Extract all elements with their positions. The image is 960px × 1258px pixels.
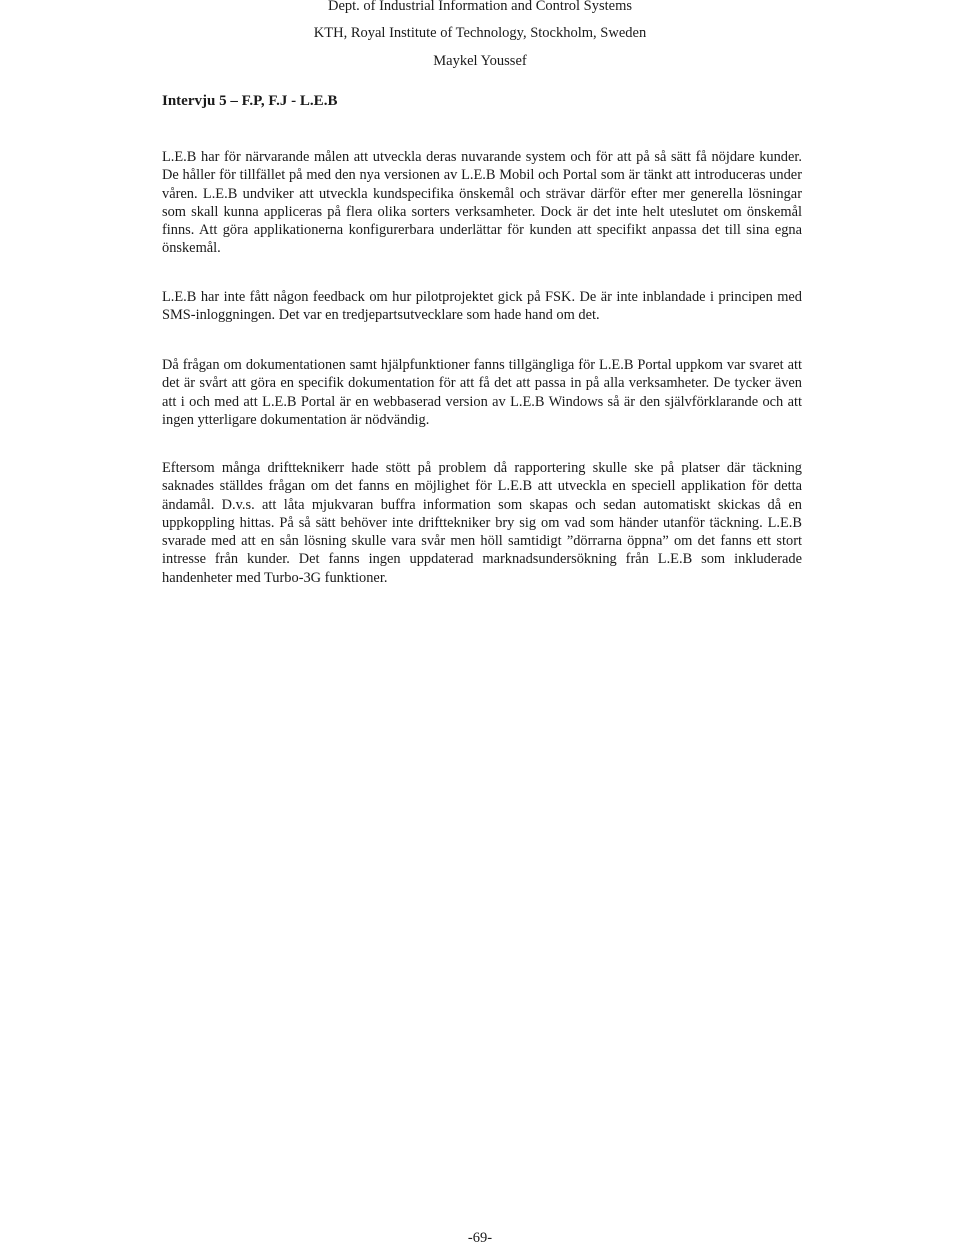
page-number: -69- <box>467 1230 493 1246</box>
paragraph-2: L.E.B har inte fått någon feedback om hur pilotprojektet gick på FSK. De är inte inblandade i principen med SMS-inloggningen. Det var en tredjepartsutvecklare som hade hand om det. <box>162 289 802 324</box>
paragraph-1: L.E.B har för närvarande målen att utveckla deras nuvarande system och för att på så sätt få nöjdare kunder. De håller för tillfället på med den nya versionen av L.E.B Mobil och Portal som är tänkt att introduceras under våren. L.E.B undviker att utveckla kundspecifika önskemål och strävar därför efter mer generella lösningar som skall kunna appliceras på flera olika sorters verksamheter. Dock är det inte helt uteslutet om önskemål finns. Att göra applikationerna konfigurerbara underlättar för kunden att specifikt anpassa det till sina egna önskemål. <box>162 149 802 257</box>
author-line: Maykel Youssef <box>433 53 527 69</box>
institution-line: KTH, Royal Institute of Technology, Stockholm, Sweden <box>313 25 647 41</box>
paragraph-4: Eftersom många driftteknikerr hade stött på problem då rapportering skulle ske på platser där täckning saknades ställdes frågan om det fanns en möjlighet för L.E.B att utveckla en speciell applikation för detta ändamål. D.v.s. att låta mjukvaran buffra information som skapas och sedan automatiskt skickas då en uppkoppling hittas. På så sätt behöver inte drifttekniker bry sig om vad som händer utanför täckning. L.E.B svarade med att en sån lösning skulle vara svår men höll samtidigt ”dörrarna öppna” om det fanns ett stort intresse från kunder. Det fanns ingen uppdaterad marknadsundersökning från L.E.B som inkluderade handenheter med Turbo-3G funktioner. <box>162 460 802 586</box>
paragraph-3: Då frågan om dokumentationen samt hjälpfunktioner fanns tillgängliga för L.E.B Portal uppkom var svaret att det är svårt att göra en specifik dokumentation för att få det att passa in på alla verksamheter. De tycker även att i och med att L.E.B Portal är en webbaserad version av L.E.B Windows så är den självförklarande och att ingen ytterligare dokumentation är nödvändig. <box>162 357 802 428</box>
department-line: Dept. of Industrial Information and Control Systems <box>327 0 633 14</box>
section-title: Intervju 5 – F.P, F.J - L.E.B <box>162 93 338 109</box>
